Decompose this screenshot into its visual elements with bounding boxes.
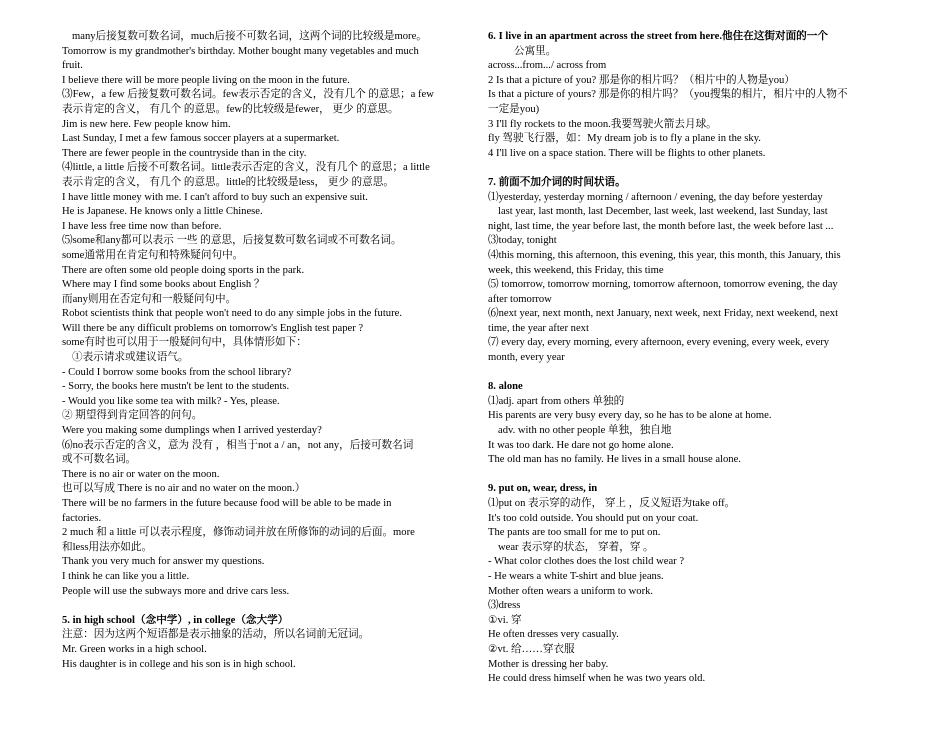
text-line: 2 Is that a picture of you? 那是你的相片吗？（相片中的人物是you） [488, 74, 795, 86]
text-line: 而any则用在否定句和一般疑问句中。 [62, 293, 237, 305]
text-line: after tomorrow [488, 293, 552, 305]
text-line: - Sorry, the books here mustn't be lent to the students. [62, 381, 290, 393]
left-column [62, 30, 464, 672]
blank-line [62, 599, 464, 614]
text-line: Will there be any difficult problems on tomorrow's English test paper ? [62, 322, 364, 334]
text-line: He is Japanese. He knows only a little Chinese. [62, 206, 263, 218]
text-line: ⑸ tomorrow, tomorrow morning, tomorrow afternoon, tomorrow evening, the day [488, 279, 838, 291]
text-line: 和less用法亦如此。 [62, 541, 153, 553]
text-line: ⑴put on 表示穿的动作， 穿上 ，反义短语为take off。 [488, 498, 736, 509]
text-line: wear 表示穿的状态， 穿着，穿 。 [498, 541, 654, 553]
text-line: fruit. [62, 60, 83, 72]
text-line: His parents are very busy every day, so he has to be alone at home. [488, 410, 772, 422]
text-line: ⑷little, a little 后接不可数名词。little表示否定的含义，没有几个 的意思；a little [62, 162, 430, 174]
section-heading: 8. alone [488, 381, 523, 393]
text-line: He could dress himself when he was two years old. [488, 673, 706, 685]
text-line: ⑸some和any都可以表示 一些 的意思，后接复数可数名词或不可数名词。 [62, 235, 402, 247]
text-line: 3 I'll fly rockets to the moon.我要驾驶火箭去月球。 [488, 118, 717, 130]
text-line: The old man has no family. He lives in a small house alone. [488, 454, 741, 466]
text-line: ⑹next year, next month, next January, next week, next Friday, next weekend, next [488, 308, 839, 320]
text-line: Is that a picture of yours? 那是你的相片吗？（you搜集的相片，相片中的人物不 [488, 89, 848, 101]
text-line: 也可以写成 There is no air and no water on the moon.） [62, 483, 306, 495]
text-line: I believe there will be more people living on the moon in the future. [62, 74, 350, 86]
text-line: across...from.../ across from [488, 60, 607, 72]
text-line: ⑴yesterday, yesterday morning / afternoon / evening, the day before yesterday [488, 191, 823, 203]
text-line: ⑴adj. apart from others 单独的 [488, 395, 625, 407]
text-line: There will be no farmers in the future because food will be able to be made in [62, 498, 392, 509]
text-line: Were you making some dumplings when I arrived yesterday? [62, 425, 322, 437]
text-line: ⑹no表示否定的含义，意为 没有 ，相当于not a / an，not any，后接可数名词 [62, 439, 414, 451]
text-line: I have less free time now than before. [62, 220, 222, 232]
text-line: Mother often wears a uniform to work. [488, 585, 654, 597]
blank-line [488, 161, 918, 176]
text-line: ①表示请求或建议语气。 [72, 352, 189, 364]
text-line: There is no air or water on the moon. [62, 468, 220, 480]
text-line: night, last time, the year before last, the month before last, the week before last ... [488, 220, 834, 232]
section-heading: 9. put on, wear, dress, in [488, 483, 598, 495]
text-line: Thank you very much for answer my questions. [62, 556, 265, 568]
text-line: fly 驾驶飞行器，如：My dream job is to fly a plane in the sky. [488, 133, 761, 145]
section-heading: 7. 前面不加介词的时间状语。 [488, 176, 626, 188]
text-line: time, the year after next [488, 322, 589, 334]
text-line: Tomorrow is my grandmother's birthday. Mother bought many vegetables and much [62, 45, 419, 57]
text-line: ⑶Few，a few 后接复数可数名词。few表示否定的含义，没有几个 的意思；a few [62, 89, 434, 101]
text-line: Where may I find some books about English ？ [62, 279, 265, 291]
text-line: There are fewer people in the countryside than in the city. [62, 147, 307, 159]
text-line: 注意：因为这两个短语都是表示抽象的活动，所以名词前无冠词。 [62, 629, 370, 641]
text-line: Mr. Green works in a high school. [62, 643, 207, 655]
text-line: ② 期望得到肯定回答的问句。 [62, 410, 203, 422]
text-line: His daughter is in college and his son is in high school. [62, 658, 296, 670]
text-line: It's too cold outside. You should put on your coat. [488, 512, 699, 524]
text-line: Jim is new here. Few people know him. [62, 118, 231, 130]
text-line: ⑶dress [488, 600, 521, 612]
text-line: Robot scientists think that people won't need to do any simple jobs in the future. [62, 308, 402, 320]
text-line: People will use the subways more and drive cars less. [62, 585, 290, 597]
text-line: I have little money with me. I can't afford to buy such an expensive suit. [62, 191, 368, 203]
text-line: month, every year [488, 352, 565, 364]
text-line: - He wears a white T-shirt and blue jeans. [488, 570, 664, 582]
blank-line [488, 468, 918, 483]
text-line: ②vt. 给……穿衣服 [488, 643, 575, 655]
text-line: It was too dark. He dare not go home alone. [488, 439, 674, 451]
text-line: 一定是you) [488, 103, 540, 115]
right-column [488, 30, 918, 687]
text-line: 4 I'll live on a space station. There will be flights to other planets. [488, 147, 766, 159]
text-line: 表示肯定的含义， 有几个 的意思。little的比较级是less， 更少 的意思。 [62, 176, 394, 188]
text-line: factories. [62, 512, 102, 524]
text-line: last year, last month, last December, last week, last weekend, last Sunday, last [498, 206, 828, 218]
text-line: some有时也可以用于一般疑问句中，具体情形如下： [62, 337, 307, 349]
text-line: Last Sunday, I met a few famous soccer players at a supermarket. [62, 133, 340, 145]
text-line: adv. with no other people 单独，独自地 [498, 425, 672, 437]
section-heading: 5. in high school（念中学）, in college（念大学） [62, 614, 289, 626]
text-line: - Could I borrow some books from the school library? [62, 366, 292, 378]
text-line: some通常用在肯定句和特殊疑问句中。 [62, 249, 244, 261]
text-line: The pants are too small for me to put on. [488, 527, 661, 539]
text-line: 2 much 和 a little 可以表示程度，修饰动词并放在所修饰的动词的后面。more [62, 527, 415, 539]
text-line: I think he can like you a little. [62, 570, 190, 582]
text-line: ⑺ every day, every morning, every afternoon, every evening, every week, every [488, 337, 830, 349]
text-line: 公寓里。 [514, 45, 557, 57]
text-line: 或不可数名词。 [62, 454, 137, 466]
text-line: ⑷this morning, this afternoon, this evening, this year, this month, this January, this [488, 249, 841, 261]
text-line: - Would you like some tea with milk? - Yes, please. [62, 395, 280, 407]
text-line: Mother is dressing her baby. [488, 658, 609, 670]
text-line: ⑶today, tonight [488, 235, 557, 247]
text-line: There are often some old people doing sports in the park. [62, 264, 305, 276]
text-line: 表示肯定的含义， 有几个 的意思。few的比较级是fewer， 更少 的意思。 [62, 103, 399, 115]
text-line: week, this weekend, this Friday, this time [488, 264, 664, 276]
text-line: ①vi. 穿 [488, 614, 522, 626]
blank-line [488, 366, 918, 381]
text-line: He often dresses very casually. [488, 629, 619, 641]
text-line: many后接复数可数名词，much后接不可数名词，这两个词的比较级是more。 [72, 31, 427, 42]
section-heading: 6. I live in an apartment across the street from here.他住在这街对面的一个 [488, 31, 828, 42]
text-line: - What color clothes does the lost child wear ? [488, 556, 685, 568]
